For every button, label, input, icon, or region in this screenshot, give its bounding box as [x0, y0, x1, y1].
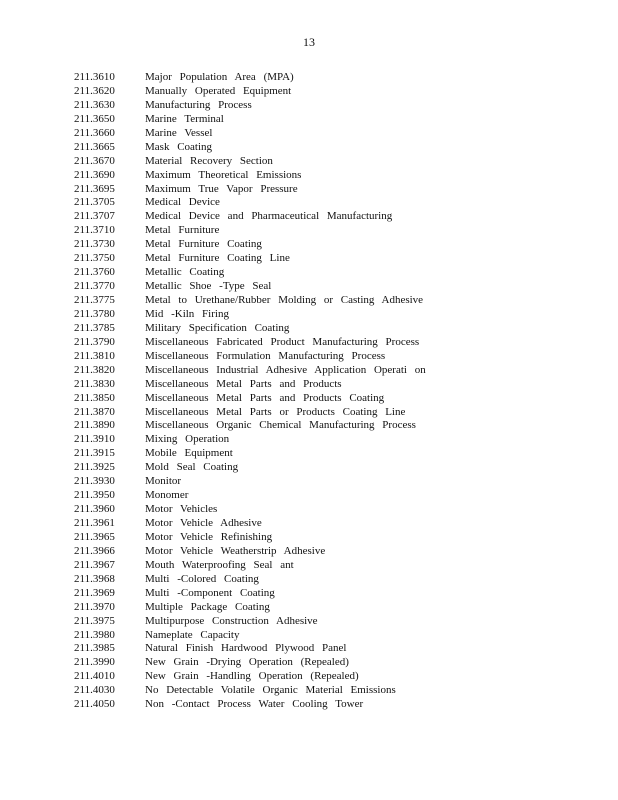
list-item [74, 433, 426, 447]
section-number: 211.3690 [74, 168, 115, 181]
definitions-list [74, 71, 426, 712]
defined-term: Multi -Component Coating [145, 586, 275, 599]
section-number: 211.3820 [74, 363, 115, 376]
list-item [74, 113, 426, 127]
section-number: 211.3705 [74, 196, 115, 209]
section-number: 211.3750 [74, 252, 115, 265]
defined-term: Motor Vehicle Refinishing [145, 530, 273, 543]
list-item [74, 392, 426, 406]
list-item [74, 99, 426, 113]
section-number: 211.3965 [74, 530, 115, 543]
defined-term: Metallic Coating [145, 266, 225, 279]
section-number: 211.3660 [74, 126, 115, 139]
list-item [74, 85, 426, 99]
section-number: 211.4030 [74, 684, 115, 697]
section-number: 211.3968 [74, 572, 115, 585]
list-item [74, 559, 426, 573]
list-item [74, 684, 426, 698]
section-number: 211.3630 [74, 98, 115, 111]
list-item [74, 656, 426, 670]
defined-term: Monomer [145, 489, 189, 502]
section-number: 211.3650 [74, 112, 115, 125]
defined-term: Material Recovery Section [145, 154, 273, 167]
section-number: 211.3990 [74, 656, 115, 669]
defined-term: Mask Coating [145, 140, 213, 153]
list-item [74, 308, 426, 322]
defined-term: Metal Furniture Coating [145, 238, 262, 251]
section-number: 211.3961 [74, 517, 115, 529]
section-number: 211.3665 [74, 140, 115, 153]
defined-term: Military Specification Coating [145, 321, 290, 334]
defined-term: Medical Device [145, 196, 220, 209]
list-item [74, 378, 426, 392]
list-item [74, 127, 426, 141]
section-number: 211.3850 [74, 391, 115, 404]
list-item [74, 447, 426, 461]
defined-term: Miscellaneous Metal Parts and Products Coating [145, 391, 385, 404]
list-item [74, 155, 426, 169]
defined-term: Miscellaneous Fabricated Product Manufacturing Process [145, 335, 420, 348]
page-number: 13 [303, 35, 315, 49]
list-item [74, 461, 426, 475]
defined-term: Multi -Colored Coating [145, 572, 259, 585]
section-number: 211.3775 [74, 294, 115, 306]
defined-term: Maximum True Vapor Pressure [145, 182, 298, 195]
list-item [74, 196, 426, 210]
list-item [74, 322, 426, 336]
section-number: 211.3985 [74, 642, 115, 655]
defined-term: Miscellaneous Organic Chemical Manufacturing Process [145, 419, 416, 432]
list-item [74, 224, 426, 238]
section-number: 211.3890 [74, 419, 115, 432]
defined-term: Non -Contact Process Water Cooling Tower [145, 698, 364, 711]
section-number: 211.3830 [74, 377, 115, 390]
section-number: 211.3967 [74, 558, 115, 571]
defined-term: Nameplate Capacity [145, 628, 240, 641]
defined-term: No Detectable Volatile Organic Material Emissions [145, 684, 396, 697]
section-number: 211.3695 [74, 182, 115, 195]
defined-term: Miscellaneous Formulation Manufacturing Process [145, 349, 386, 362]
list-item [74, 238, 426, 252]
defined-term: Mouth Waterproofing Seal ant [145, 558, 294, 571]
list-item [74, 406, 426, 420]
defined-term: Miscellaneous Metal Parts and Products [145, 377, 342, 390]
defined-term: Motor Vehicles [145, 503, 218, 516]
defined-term: Manually Operated Equipment [145, 84, 292, 97]
defined-term: New Grain -Drying Operation (Repealed) [145, 656, 349, 669]
section-number: 211.3975 [74, 614, 115, 627]
defined-term: Motor Vehicle Weatherstrip Adhesive [145, 544, 326, 557]
list-item [74, 517, 426, 531]
defined-term: Miscellaneous Industrial Adhesive Application Operati on [145, 363, 426, 376]
section-number: 211.3969 [74, 586, 115, 599]
section-number: 211.3710 [74, 224, 115, 237]
section-number: 211.3970 [74, 600, 115, 613]
list-item [74, 531, 426, 545]
defined-term: Medical Device and Pharmaceutical Manufacturing [145, 210, 393, 223]
list-item [74, 698, 426, 712]
defined-term: Major Population Area (MPA) [145, 71, 294, 83]
list-item [74, 183, 426, 197]
section-number: 211.3870 [74, 405, 115, 418]
section-number: 211.3730 [74, 238, 115, 251]
section-number: 211.3620 [74, 84, 115, 97]
section-number: 211.4010 [74, 670, 115, 683]
section-number: 211.3966 [74, 544, 115, 557]
list-item [74, 629, 426, 643]
defined-term: Marine Terminal [145, 112, 224, 125]
section-number: 211.3910 [74, 433, 115, 446]
section-number: 211.3707 [74, 210, 115, 223]
defined-term: Mobile Equipment [145, 447, 233, 460]
list-item [74, 71, 426, 85]
list-item [74, 503, 426, 517]
defined-term: Mixing Operation [145, 433, 230, 446]
defined-term: Monitor [145, 475, 182, 488]
defined-term: Motor Vehicle Adhesive [145, 517, 262, 529]
list-item [74, 294, 426, 308]
section-number: 211.3925 [74, 461, 115, 474]
list-item [74, 601, 426, 615]
section-number: 211.3770 [74, 280, 115, 293]
list-item [74, 350, 426, 364]
defined-term: New Grain -Handling Operation (Repealed) [145, 670, 359, 683]
section-number: 211.3915 [74, 447, 115, 460]
section-number: 211.3785 [74, 321, 115, 334]
section-number: 211.4050 [74, 698, 115, 711]
list-item [74, 573, 426, 587]
defined-term: Maximum Theoretical Emissions [145, 168, 302, 181]
defined-term: Marine Vessel [145, 126, 213, 139]
list-item [74, 545, 426, 559]
section-number: 211.3780 [74, 307, 115, 320]
list-item [74, 252, 426, 266]
list-item [74, 489, 426, 503]
list-item [74, 280, 426, 294]
defined-term: Metal to Urethane/Rubber Molding or Casting Adhesive [145, 294, 424, 306]
list-item [74, 419, 426, 433]
section-number: 211.3950 [74, 489, 115, 502]
list-item [74, 210, 426, 224]
list-item [74, 141, 426, 155]
section-number: 211.3670 [74, 154, 115, 167]
section-number: 211.3960 [74, 503, 115, 516]
defined-term: Metal Furniture Coating Line [145, 252, 290, 265]
list-item [74, 336, 426, 350]
list-item [74, 475, 426, 489]
defined-term: Natural Finish Hardwood Plywood Panel [145, 642, 347, 655]
list-item [74, 169, 426, 183]
defined-term: Metal Furniture [145, 224, 220, 237]
defined-term: Mold Seal Coating [145, 461, 239, 474]
section-number: 211.3610 [74, 71, 115, 83]
list-item [74, 615, 426, 629]
section-number: 211.3930 [74, 475, 115, 488]
list-item [74, 266, 426, 280]
defined-term: Miscellaneous Metal Parts or Products Coating Line [145, 405, 406, 418]
defined-term: Multiple Package Coating [145, 600, 270, 613]
list-item [74, 364, 426, 378]
section-number: 211.3790 [74, 335, 115, 348]
section-number: 211.3760 [74, 266, 115, 279]
section-number: 211.3810 [74, 349, 115, 362]
section-number: 211.3980 [74, 628, 115, 641]
list-item [74, 587, 426, 601]
list-item [74, 642, 426, 656]
defined-term: Multipurpose Construction Adhesive [145, 614, 318, 627]
defined-term: Manufacturing Process [145, 98, 252, 111]
defined-term: Metallic Shoe -Type Seal [145, 280, 272, 293]
defined-term: Mid -Kiln Firing [145, 307, 229, 320]
list-item [74, 670, 426, 684]
